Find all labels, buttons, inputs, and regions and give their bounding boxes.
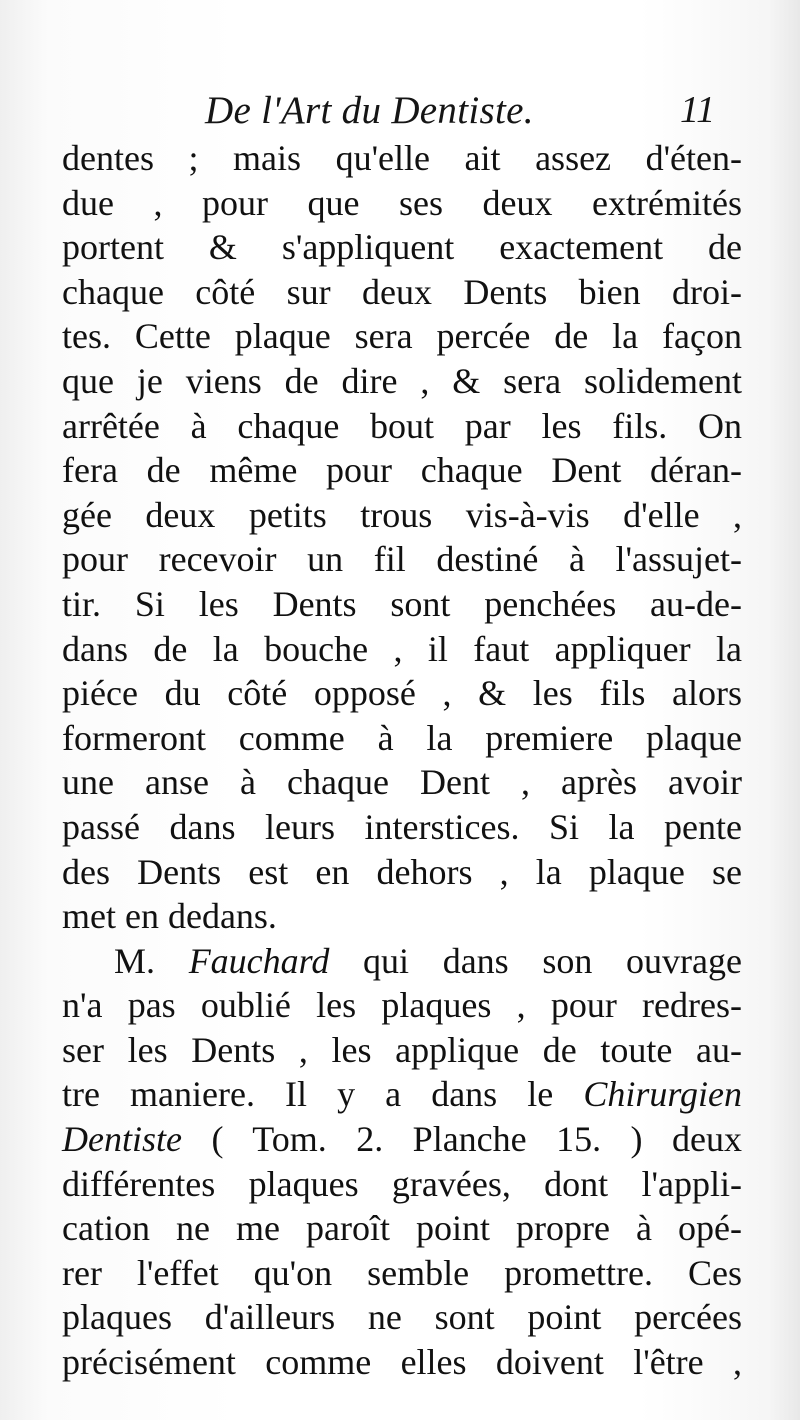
text-line: arrêtée à chaque bout par les fils. On	[62, 405, 742, 446]
text-line: tes. Cette plaque sera percée de la façon	[62, 316, 742, 357]
page-number: 11	[680, 89, 716, 131]
text-run: qui dans son ouvrage	[329, 940, 742, 981]
text-run: ( Tom. 2. Planche 15. ) deux	[181, 1119, 742, 1160]
text-line: passé dans leurs interstices. Si la pente	[62, 806, 742, 847]
text-line: ser les Dents , les applique de toute au-	[62, 1029, 742, 1070]
text-run: M.	[114, 940, 189, 981]
text-line: cation ne me paroît point propre à opé-	[62, 1208, 742, 1249]
text-line: gée deux petits trous vis-à-vis d'elle ,	[62, 494, 742, 535]
text-line: que je viens de dire , & sera solidement	[62, 360, 742, 401]
text-line: portent & s'appliquent exactement de	[62, 227, 742, 268]
text-line: précisément comme elles doivent l'être ,	[62, 1342, 742, 1383]
paragraph-end-line: met en dedans.	[62, 896, 277, 937]
text-line: rer l'effet qu'on semble promettre. Ces	[62, 1252, 742, 1293]
book-title: Dentiste	[62, 1119, 182, 1160]
paragraph-start-line	[62, 939, 742, 984]
text-line: pour recevoir un fil destiné à l'assujet-	[62, 539, 742, 580]
text-line: tir. Si les Dents sont penchées au-de-	[62, 583, 742, 624]
page-header	[0, 84, 800, 134]
text-line: formeront comme à la premiere plaque	[62, 717, 742, 758]
body-text	[62, 136, 742, 1385]
text-line	[62, 1117, 742, 1162]
text-line: fera de même pour chaque Dent déran-	[62, 450, 742, 491]
text-line	[62, 1072, 742, 1117]
text-line: piéce du côté opposé , & les fils alors	[62, 673, 742, 714]
text-line: dentes ; mais qu'elle ait assez d'éten-	[62, 138, 742, 178]
author-name: Fauchard	[188, 940, 330, 981]
text-line: différentes plaques gravées, dont l'appli-	[62, 1163, 742, 1204]
text-line: chaque côté sur deux Dents bien droi-	[62, 271, 742, 312]
book-title: Chirurgien	[583, 1074, 742, 1115]
text-run: tre maniere. Il y a dans le	[62, 1074, 584, 1115]
text-line: une anse à chaque Dent , après avoir	[62, 762, 742, 803]
text-line: des Dents est en dehors , la plaque se	[62, 851, 742, 892]
text-line: n'a pas oublié les plaques , pour redres-	[62, 985, 742, 1026]
text-line: due , pour que ses deux extrémités	[62, 182, 742, 223]
text-line: dans de la bouche , il faut appliquer la	[62, 628, 742, 669]
running-head: De l'Art du Dentiste.	[205, 89, 534, 132]
text-line: plaques d'ailleurs ne sont point percées	[62, 1297, 742, 1338]
